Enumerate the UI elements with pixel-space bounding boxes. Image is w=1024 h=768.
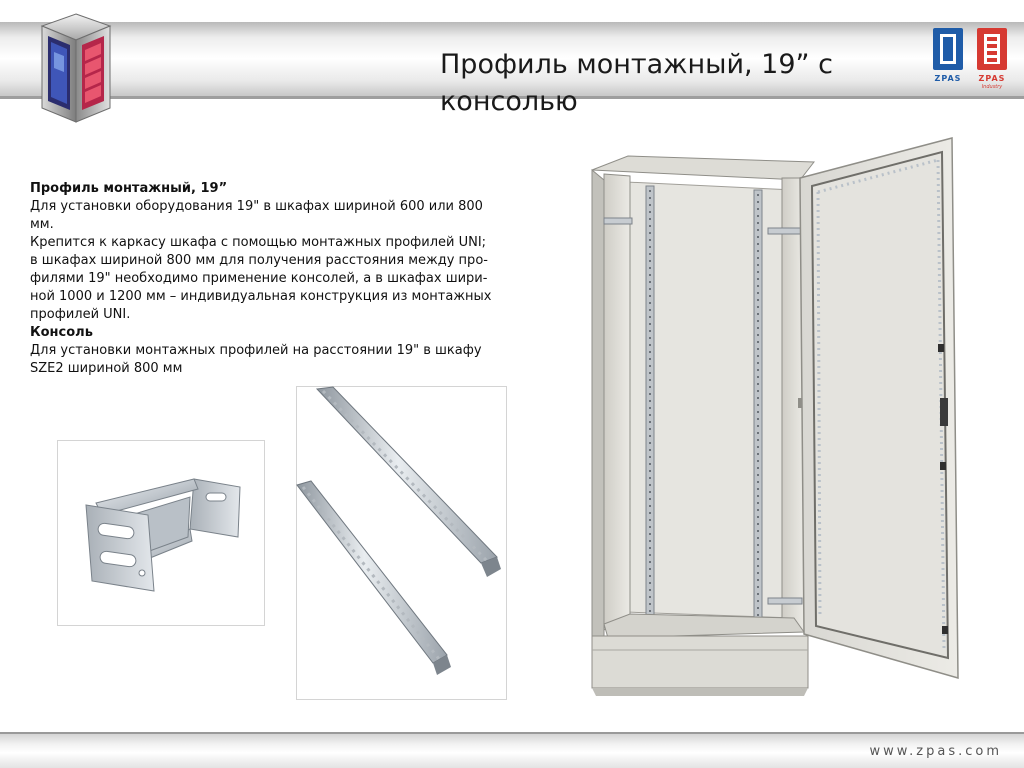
mounting-rails-photo bbox=[296, 386, 507, 700]
text-line: Крепится к каркасу шкафа с помощью монтажных профилей UNI; bbox=[30, 235, 487, 250]
brand-subtitle-industry: Industry bbox=[981, 84, 1003, 90]
rail-upper bbox=[317, 387, 501, 577]
text-line: профилей UNI. bbox=[30, 307, 131, 322]
brand-logos bbox=[930, 26, 1012, 90]
slide-title: Профиль монтажный, 19” с консолью bbox=[440, 49, 833, 117]
rail-lower bbox=[297, 481, 451, 675]
mounting-rails-illustration bbox=[297, 387, 506, 699]
description-text bbox=[30, 180, 535, 378]
text-line: филями 19" необходимо применение консолей, а в шкафах шири- bbox=[30, 271, 488, 286]
brand-name-zpas-industry: ZPAS bbox=[978, 74, 1006, 83]
text-line: Для установки монтажных профилей на расстоянии 19" в шкафу bbox=[30, 343, 482, 358]
brand-logo-zpas-industry bbox=[974, 26, 1010, 90]
brand-logo-zpas bbox=[930, 26, 966, 90]
zpas-blue-icon bbox=[930, 26, 966, 72]
heading-profile: Профиль монтажный, 19” bbox=[30, 181, 228, 196]
zpas-cube-logo bbox=[40, 12, 112, 124]
console-bracket-illustration bbox=[58, 441, 264, 625]
brand-name-zpas: ZPAS bbox=[934, 74, 962, 83]
text-line: мм. bbox=[30, 217, 54, 232]
cube-logo-graphic bbox=[40, 12, 112, 124]
text-line: SZE2 шириной 800 мм bbox=[30, 361, 183, 376]
text-line: ной 1000 и 1200 мм – индивидуальная конструкция из монтажных bbox=[30, 289, 492, 304]
open-cabinet-photo bbox=[568, 118, 988, 726]
console-bracket-photo bbox=[57, 440, 265, 626]
heading-console: Консоль bbox=[30, 325, 93, 340]
zpas-red-icon bbox=[974, 26, 1010, 72]
text-line: в шкафах шириной 800 мм для получения расстояния между про- bbox=[30, 253, 488, 268]
text-line: Для установки оборудования 19" в шкафах шириной 600 или 800 bbox=[30, 199, 483, 214]
open-cabinet-illustration bbox=[568, 118, 988, 726]
footer-website-link[interactable]: www.zpas.com bbox=[869, 744, 1002, 759]
